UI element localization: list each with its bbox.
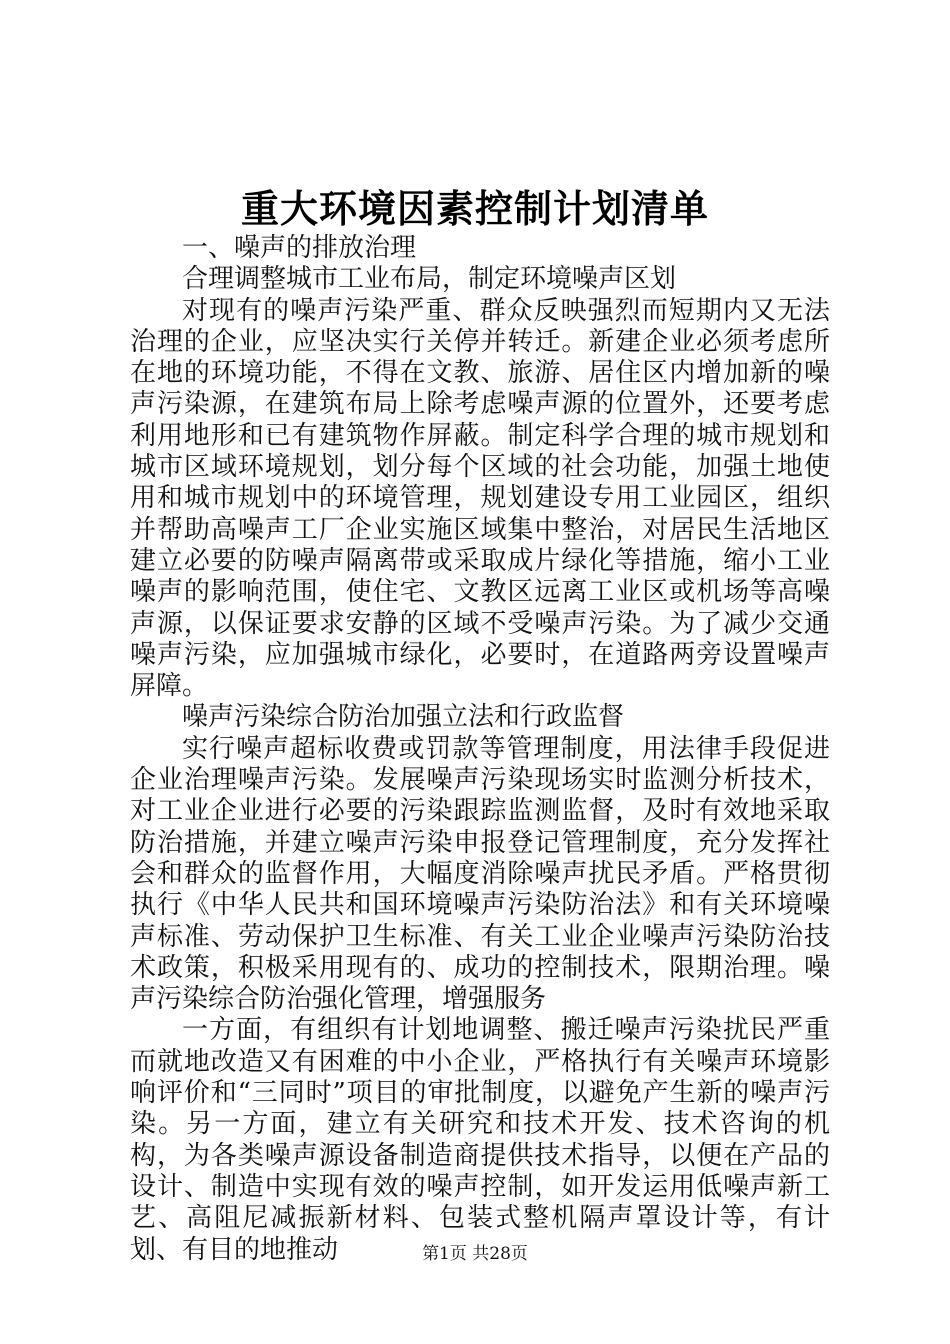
page-footer: 第1页 共28页 [422, 1244, 528, 1264]
document-title: 重大环境因素控制计划清单 [240, 186, 709, 231]
subheading-legislation: 噪声污染综合防治加强立法和行政监督 [182, 702, 625, 733]
paragraph-relocation: 对现有的噪声污染严重、群众反映强烈而短期内又无法治理的企业，应坚决实行关停并转迁。新建企业必须考虑所在地的环境功能，不得在文教、旅游、居住区内增加新的噪声污染源，在建筑布局上除考虑噪声源的位置外，还要考虑利用地形和已有建筑物作屏蔽。制定科学合理的城市规划和城市区域环境规划，划分每个区域的社会功能，加强土地使用和城市规划中的环境管理，规划建设专用工业园区，组织并帮助高噪声工厂企业实施区域集中整治，对居民生活地区建立必要的防噪声隔离带或采取成片绿化等措施，缩小工业噪声的影响范围，使住宅、文教区远离工业区或机场等高噪声源，以保证要求安静的区域不受噪声污染。为了减少交通噪声污染，应加强城市绿化，必要时，在道路两旁设置噪声屏障。 [130, 295, 830, 702]
subheading-urban-layout: 合理调整城市工业布局，制定环境噪声区划 [182, 264, 677, 295]
section-heading-noise: 一、噪声的排放治理 [182, 233, 417, 263]
paragraph-management: 一方面，有组织有计划地调整、搬迁噪声污染扰民严重而就地改造又有困难的中小企业，严格执行有关噪声环境影响评价和“三同时”项目的审批制度，以避免产生新的噪声污染。另一方面，建立有关研究和技术开发、技术咨询的机构，为各类噪声源设备制造商提供技术指导，以便在产品的设计、制造中实现有效的噪声控制，如开发运用低噪声新工艺、高阻尼减振新材料、包装式整机隔声罩设计等，有计划、有目的地推动 [130, 1015, 830, 1265]
document-body [130, 233, 830, 1266]
paragraph-supervision: 实行噪声超标收费或罚款等管理制度，用法律手段促进企业治理噪声污染。发展噪声污染现场实时监测分析技术，对工业企业进行必要的污染跟踪监测监督，及时有效地采取防治措施，并建立噪声污染申报登记管理制度，充分发挥社会和群众的监督作用，大幅度消除噪声扰民矛盾。严格贯彻执行《中华人民共和国环境噪声污染防治法》和有关环境噪声标准、劳动保护卫生标准、有关工业企业噪声污染防治技术政策，积极采用现有的、成功的控制技术，限期治理。噪声污染综合防治强化管理，增强服务 [130, 733, 830, 1015]
